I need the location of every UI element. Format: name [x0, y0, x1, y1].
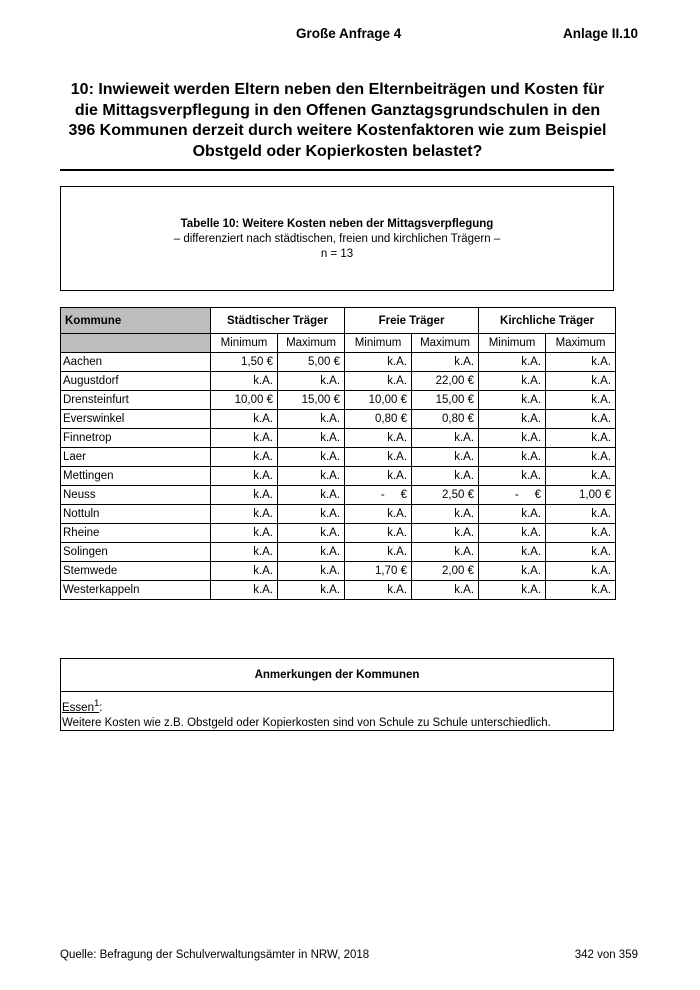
kommune-name: Solingen [61, 543, 211, 562]
cost-cell: k.A. [345, 467, 412, 486]
cost-cell: k.A. [211, 486, 278, 505]
cost-cell: k.A. [479, 410, 546, 429]
cost-cell: k.A. [546, 524, 616, 543]
table-row [61, 562, 616, 581]
notes-label-text: Essen [62, 701, 94, 714]
cost-cell: 2,00 € [412, 562, 479, 581]
cost-cell: k.A. [479, 372, 546, 391]
cost-cell: k.A. [211, 524, 278, 543]
notes-box [60, 658, 614, 731]
kommune-name: Aachen [61, 353, 211, 372]
cost-cell: k.A. [345, 581, 412, 600]
cost-cell: 1,00 € [546, 486, 616, 505]
cost-cell: k.A. [412, 505, 479, 524]
cost-cell: k.A. [479, 448, 546, 467]
table-row [61, 543, 616, 562]
cost-cell: k.A. [211, 410, 278, 429]
cost-cell: k.A. [546, 410, 616, 429]
cost-cell: k.A. [345, 505, 412, 524]
table-header-row [61, 308, 616, 334]
cost-cell: k.A. [412, 353, 479, 372]
kommune-name: Augustdorf [61, 372, 211, 391]
cost-cell: k.A. [412, 524, 479, 543]
cost-cell: k.A. [412, 448, 479, 467]
table-title-box [60, 186, 614, 291]
cost-cell: k.A. [546, 581, 616, 600]
table-row [61, 410, 616, 429]
column-header-minimum: Minimum [479, 334, 546, 353]
table-subheader-row [61, 334, 616, 353]
cost-cell: k.A. [546, 467, 616, 486]
table-row [61, 429, 616, 448]
column-header-kommune: Kommune [61, 308, 211, 334]
cost-cell: 1,70 € [345, 562, 412, 581]
cost-cell: 0,80 € [345, 410, 412, 429]
table-row [61, 353, 616, 372]
cost-cell: k.A. [211, 372, 278, 391]
cost-cell: k.A. [345, 353, 412, 372]
cost-cell: k.A. [211, 543, 278, 562]
table-row [61, 524, 616, 543]
cost-cell: k.A. [479, 429, 546, 448]
kommune-name: Finnetrop [61, 429, 211, 448]
notes-label [62, 698, 100, 714]
cost-cell: 1,50 € [211, 353, 278, 372]
table-row [61, 505, 616, 524]
footnote-marker: 1 [93, 698, 100, 709]
cost-cell: k.A. [412, 581, 479, 600]
cost-cell: 0,80 € [412, 410, 479, 429]
cost-cell: k.A. [278, 543, 345, 562]
cost-cell: k.A. [546, 372, 616, 391]
cost-cell: k.A. [546, 562, 616, 581]
cost-cell: k.A. [211, 581, 278, 600]
kommune-name: Laer [61, 448, 211, 467]
kommune-name: Neuss [61, 486, 211, 505]
cost-cell: k.A. [546, 448, 616, 467]
cost-cell: k.A. [479, 524, 546, 543]
kommune-name: Nottuln [61, 505, 211, 524]
kommune-name: Rheine [61, 524, 211, 543]
column-header-maximum: Maximum [412, 334, 479, 353]
cost-cell: k.A. [412, 543, 479, 562]
column-group-frei: Freie Träger [345, 308, 479, 334]
table-row [61, 486, 616, 505]
column-header-kommune-spacer [61, 334, 211, 353]
cost-cell: 5,00 € [278, 353, 345, 372]
column-group-staedtisch: Städtischer Träger [211, 308, 345, 334]
cost-cell: k.A. [278, 372, 345, 391]
cost-cell: k.A. [345, 429, 412, 448]
table-row [61, 467, 616, 486]
cost-cell: 2,50 € [412, 486, 479, 505]
cost-cell: k.A. [345, 448, 412, 467]
cost-cell: - € [479, 486, 546, 505]
kommune-name: Mettingen [61, 467, 211, 486]
cost-cell: 10,00 € [345, 391, 412, 410]
cost-cell: k.A. [211, 448, 278, 467]
cost-cell: k.A. [412, 429, 479, 448]
cost-cell: k.A. [546, 353, 616, 372]
cost-cell: k.A. [479, 581, 546, 600]
notes-text: Weitere Kosten wie z.B. Obstgeld oder Kopierkosten sind von Schule zu Schule unterschiedlich. [62, 716, 551, 729]
cost-cell: k.A. [278, 467, 345, 486]
cost-cell: 15,00 € [278, 391, 345, 410]
cost-cell: k.A. [546, 429, 616, 448]
column-group-kirchlich: Kirchliche Träger [479, 308, 616, 334]
cost-cell: k.A. [546, 391, 616, 410]
cost-cell: k.A. [211, 429, 278, 448]
column-header-minimum: Minimum [211, 334, 278, 353]
cost-cell: k.A. [211, 467, 278, 486]
cost-cell: k.A. [345, 524, 412, 543]
costs-table [60, 307, 616, 600]
cost-cell: k.A. [546, 505, 616, 524]
question-heading: 10: Inwieweit werden Eltern neben den Elternbeiträgen und Kosten für die Mittagsverpflegung in den Offenen Ganztagsgrundschulen in den 396 Kommunen derzeit durch weitere Kostenfaktoren wie zum Beispiel Obstgeld oder Kopierkosten belastet? [68, 81, 607, 160]
cost-cell: k.A. [479, 467, 546, 486]
column-header-minimum: Minimum [345, 334, 412, 353]
cost-cell: k.A. [546, 543, 616, 562]
column-header-maximum: Maximum [278, 334, 345, 353]
table-title: Tabelle 10: Weitere Kosten neben der Mittagsverpflegung [180, 218, 494, 230]
kommune-name: Everswinkel [61, 410, 211, 429]
cost-cell: k.A. [278, 486, 345, 505]
table-row [61, 372, 616, 391]
source-note: Quelle: Befragung der Schulverwaltungsämter in NRW, 2018 [60, 949, 370, 961]
cost-cell: k.A. [278, 505, 345, 524]
cost-cell: k.A. [479, 543, 546, 562]
cost-cell: k.A. [479, 391, 546, 410]
cost-cell: k.A. [278, 448, 345, 467]
cost-cell: k.A. [345, 372, 412, 391]
cost-cell: k.A. [479, 353, 546, 372]
cost-cell: k.A. [278, 562, 345, 581]
column-header-maximum: Maximum [546, 334, 616, 353]
cost-cell: k.A. [479, 562, 546, 581]
kommune-name: Drensteinfurt [61, 391, 211, 410]
notes-body: Essen$^1$: Weitere Kosten wie z.B. Obstgeld oder Kopierkosten sind von Schule zu Schule unterschiedlich. [61, 692, 613, 735]
cost-cell: 22,00 € [412, 372, 479, 391]
cost-cell: k.A. [278, 524, 345, 543]
kommune-name: Westerkappeln [61, 581, 211, 600]
document-title: Große Anfrage 4 [296, 26, 402, 41]
table-row [61, 581, 616, 600]
annex-label: Anlage II.10 [562, 26, 638, 41]
cost-cell: 10,00 € [211, 391, 278, 410]
cost-cell: k.A. [412, 467, 479, 486]
table-row [61, 391, 616, 410]
cost-cell: k.A. [479, 505, 546, 524]
table-row [61, 448, 616, 467]
table-sample-size: n = 13 [320, 248, 354, 260]
cost-cell: k.A. [278, 581, 345, 600]
cost-cell: k.A. [345, 543, 412, 562]
table-subtitle: – differenziert nach städtischen, freien und kirchlichen Trägern – [173, 233, 501, 245]
cost-cell: k.A. [211, 562, 278, 581]
cost-cell: k.A. [211, 505, 278, 524]
cost-cell: - € [345, 486, 412, 505]
kommune-name: Stemwede [61, 562, 211, 581]
cost-cell: k.A. [278, 429, 345, 448]
costs-table-body [61, 308, 616, 600]
cost-cell: 15,00 € [412, 391, 479, 410]
cost-cell: k.A. [278, 410, 345, 429]
page-number: 342 von 359 [574, 949, 638, 961]
heading-divider [60, 169, 614, 171]
notes-title: Anmerkungen der Kommunen [61, 659, 613, 692]
